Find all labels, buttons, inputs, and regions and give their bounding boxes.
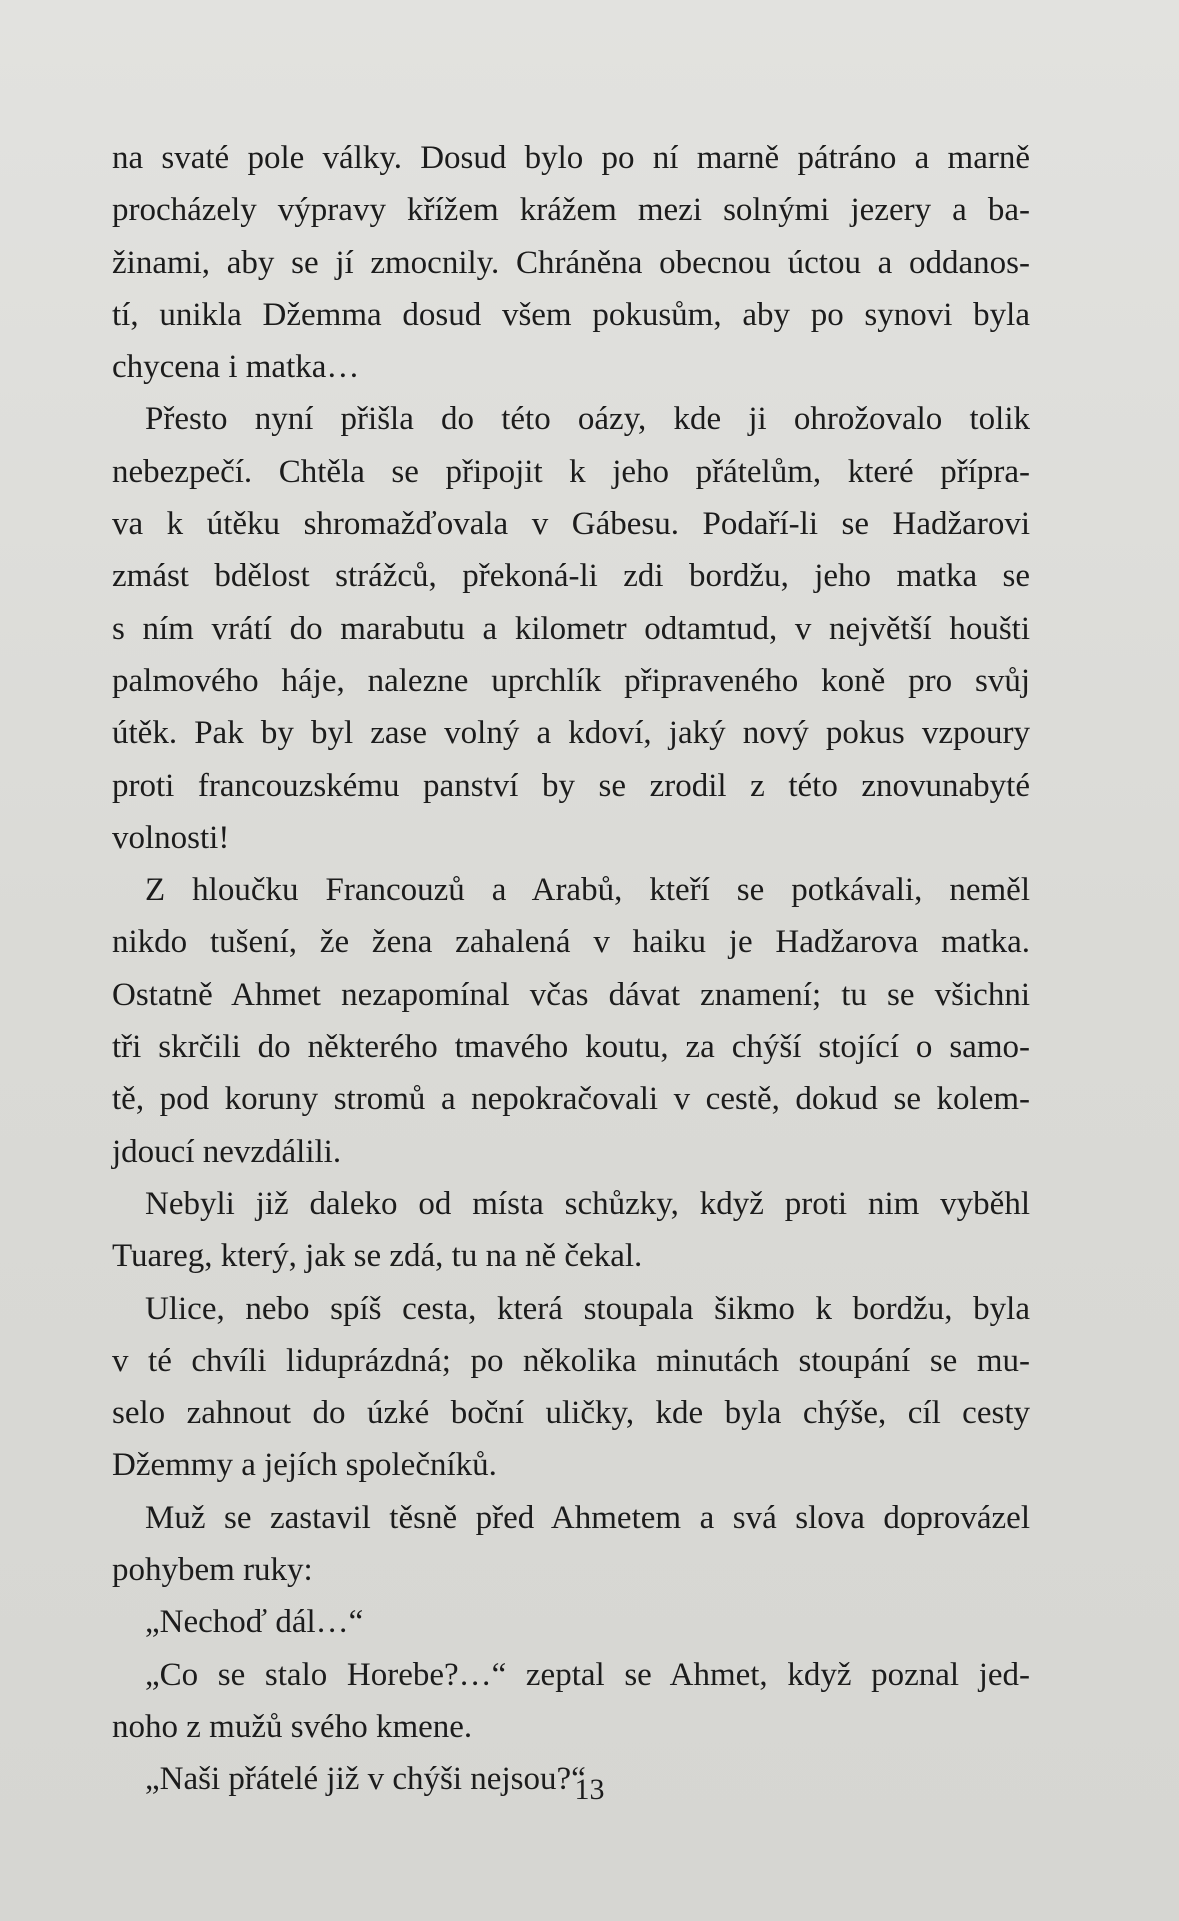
text-line: jdoucí nevzdálili. [112,1133,342,1170]
text-line: zmást bdělost strážců, překoná-li zdi bordžu, jeho matka se [112,558,1030,595]
text-line: Z hloučku Francouzů a Arabů, kteří se potkávali, neměl [145,872,1030,909]
text-line: chycena i matka… [112,349,360,386]
text-line: na svaté pole války. Dosud bylo po ní marně pátráno a marně [112,140,1030,176]
text-line: procházely výpravy křížem krážem mezi solnými jezery a ba- [112,192,1030,229]
text-line: noho z mužů svého kmene. [112,1708,473,1745]
body-text [112,132,1030,1806]
text-line: Džemmy a jejích společníků. [112,1447,497,1484]
text-line: tři skrčili do některého tmavého koutu, za chýší stojící o samo- [112,1029,1030,1066]
text-line: s ním vrátí do marabutu a kilometr odtamtud, v největší houšti [112,610,1030,647]
text-line: útěk. Pak by byl zase volný a kdoví, jaký nový pokus vzpoury [112,715,1030,752]
text-line: „Co se stalo Horebe?…“ zeptal se Ahmet, když poznal jed- [145,1656,1030,1693]
text-line: tí, unikla Džemma dosud všem pokusům, aby po synovi byla [112,296,1030,333]
text-line: tě, pod koruny stromů a nepokračovali v cestě, dokud se kolem- [112,1081,1030,1118]
text-line: proti francouzskému panství by se zrodil z této znovunabyté [112,767,1030,804]
text-line: pohybem ruky: [112,1552,313,1589]
text-line: v té chvíli liduprázdná; po několika minutách stoupání se mu- [112,1342,1030,1379]
text-line: volnosti! [112,819,230,856]
text-line: „Naši přátelé již v chýši nejsou?“ [145,1761,586,1798]
text-line: Tuareg, který, jak se zdá, tu na ně čekal. [112,1238,643,1275]
page-number: 13 [574,1773,605,1806]
text-line: Muž se zastavil těsně před Ahmetem a svá slova doprovázel [145,1499,1030,1536]
text-line: „Nechoď dál…“ [145,1604,364,1641]
text-line: žinami, aby se jí zmocnily. Chráněna obecnou úctou a oddanos- [112,244,1030,281]
text-line: Ostatně Ahmet nezapomínal včas dávat znamení; tu se všichni [112,976,1030,1013]
text-line: Nebyli již daleko od místa schůzky, když proti nim vyběhl [145,1185,1030,1222]
text-line: Ulice, nebo spíš cesta, která stoupala šikmo k bordžu, byla [145,1290,1030,1327]
text-line: va k útěku shromažďovala v Gábesu. Podaří-li se Hadžarovi [112,506,1030,543]
text-line: nebezpečí. Chtěla se připojit k jeho přátelům, které přípra- [112,453,1030,490]
text-line: selo zahnout do úzké boční uličky, kde byla chýše, cíl cesty [112,1395,1030,1432]
text-line: palmového háje, nalezne uprchlík připraveného koně pro svůj [112,662,1030,699]
text-line: nikdo tušení, že žena zahalená v haiku je Hadžarova matka. [112,924,1030,961]
text-line: Přesto nyní přišla do této oázy, kde ji ohrožovalo tolik [145,401,1030,438]
